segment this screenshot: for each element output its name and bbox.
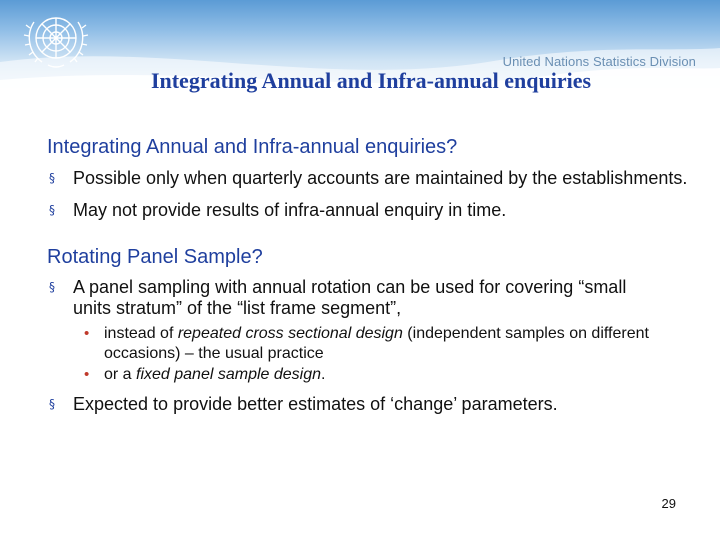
bullet-marker: § — [49, 171, 55, 185]
bullet-item — [47, 200, 697, 221]
bullet-text: Possible only when quarterly accounts are maintained by the establishments. — [73, 168, 688, 188]
bullet-marker: § — [49, 280, 55, 294]
sub-bullet-item — [47, 365, 697, 385]
section — [47, 245, 697, 415]
un-emblem-icon — [20, 8, 92, 74]
bullet-text: May not provide results of infra-annual enquiry in time. — [73, 200, 507, 220]
header-band — [0, 0, 720, 105]
sub-bullet-marker: • — [84, 366, 90, 383]
bullet-text: A panel sampling with annual rotation can be used for covering “small units stratum” of the “list frame segment”, — [73, 277, 627, 318]
bullet-item — [47, 277, 633, 319]
section-heading: Rotating Panel Sample? — [47, 246, 263, 268]
emphasis-text: repeated cross sectional design — [177, 325, 403, 342]
sub-bullet-text: instead of repeated cross sectional design (independent samples on different occasions) – the usual practice — [104, 325, 649, 362]
emphasis-text: fixed panel sample design — [136, 366, 322, 383]
body-content — [47, 135, 697, 415]
sub-bullet-item — [47, 324, 684, 364]
bullet-item — [47, 394, 697, 415]
section — [47, 135, 697, 221]
bullet-marker: § — [49, 397, 55, 411]
bullet-marker: § — [49, 203, 55, 217]
slide-title: Integrating Annual and Infra-annual enquiries — [150, 68, 592, 93]
sub-bullet-text: or a fixed panel sample design. — [104, 366, 326, 383]
bullet-item — [47, 168, 697, 189]
sub-bullet-marker: • — [84, 325, 90, 342]
page-number: 29 — [661, 496, 676, 511]
bullet-text: Expected to provide better estimates of ‘change’ parameters. — [73, 394, 558, 414]
organization-label: United Nations Statistics Division — [502, 54, 696, 69]
section-heading: Integrating Annual and Infra-annual enquiries? — [47, 136, 458, 158]
